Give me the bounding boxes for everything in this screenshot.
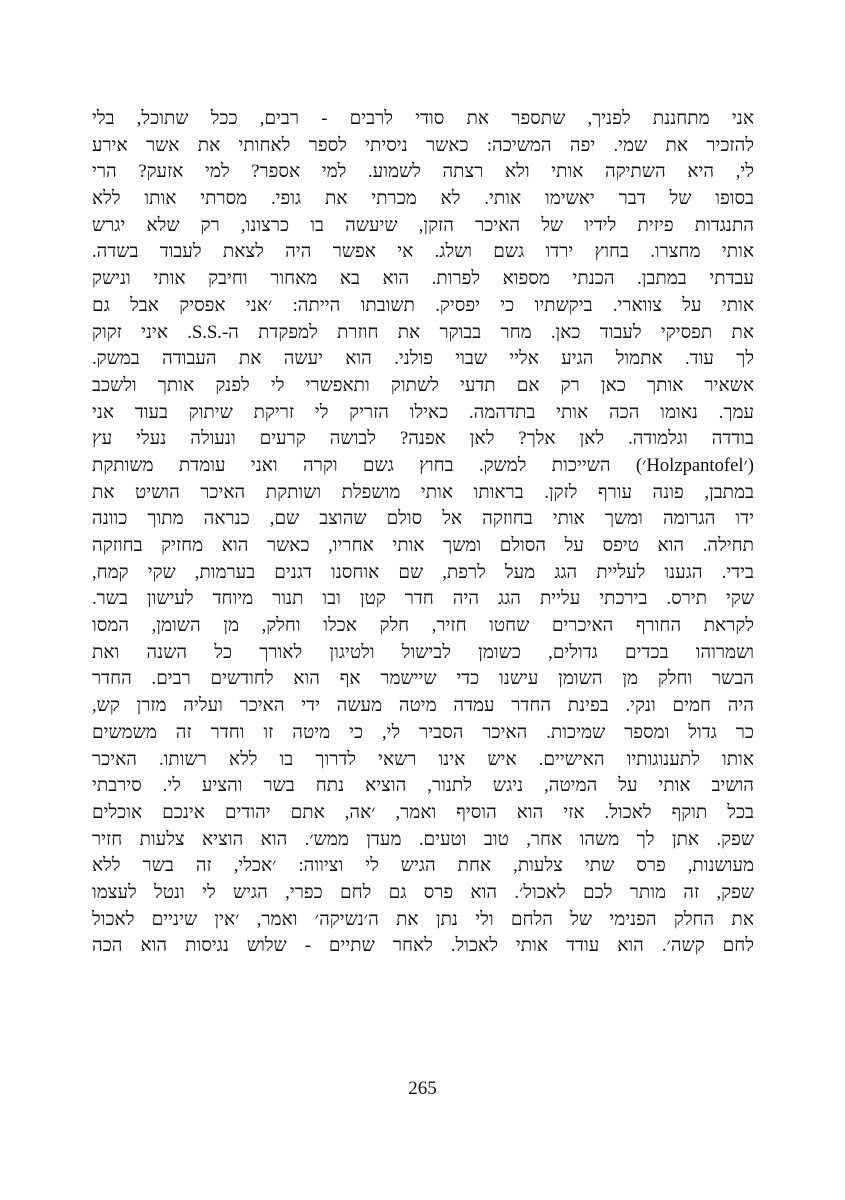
text-line: תחילה. הוא טיפס על הסולם ומשך אותי אחריו, כאשר הוא מחזיק בחוזקה bbox=[92, 535, 754, 556]
text-line: ידו הגרומה ומשך אותי בחוזקה אל סולם שהוצב שם, כנראה מתוך כוונה bbox=[92, 508, 754, 530]
text-line: אותו לתענוגותיו האישיים. איש אינו רשאי לדרוך בו ללא רשותו. האיכר bbox=[92, 748, 754, 770]
text-line: לחם קשה׳. הוא עודד אותי לאכול. לאחר שתיים - שלוש נגיסות הוא הכה bbox=[92, 935, 754, 957]
text-line: עמך. נאומו הכה אותי בתדהמה. כאילו הזריק לי זריקת שיתוק בעוד אני bbox=[92, 401, 754, 423]
text-line: בכל תוקף לאכול. אזי הוא הוסיף ואמר, ׳אה, אתם יהודים אינכם אוכלים bbox=[92, 801, 754, 823]
text-line: התנגדות פיזית לידיו של האיכר הזקן, שיעשה בו כרצונו, רק שלא יגרש bbox=[92, 214, 754, 236]
text-line: להזכיר את שמי. יפה המשיכה: כאשר ניסיתי לספר לאחותי את אשר אירע bbox=[92, 134, 754, 156]
text-line: (׳Holzpantofel׳) השייכות למשק. בחוץ גשם וקרה ואני עומדת משותקת bbox=[92, 454, 754, 476]
text-line: במתבן, פונה עורף לזקן. בראותו אותי מושפלת ושותקת האיכר הושיט את bbox=[92, 481, 754, 503]
text-line: שקי תירס. בירכתי עליית הגג היה חדר קטן ובו תנור מיוחד לעישון בשר. bbox=[92, 588, 754, 610]
text-line: הבשר וחלק מן השומן עישנו כדי שיישמר אף הוא לחודשים רבים. החדר bbox=[92, 668, 754, 690]
page-number: 265 bbox=[408, 1078, 437, 1099]
text-line: שפק. אתן לך משהו אחר, טוב וטעים. מעדן ממש׳. הוא הוציא צלעות חזיר bbox=[92, 828, 754, 850]
text-line: אני מתחננת לפניך, שתספר את סודי לרבים - רבים, ככל שתוכל, בלי bbox=[92, 108, 754, 129]
text-line: לקראת החורף האיכרים שחטו חזיר, חלק אכלו וחלק, מן השומן, המסו bbox=[92, 615, 754, 637]
text-line: אותי על צווארי. ביקשתיו כי יפסיק. תשובתו הייתה: ׳אני אפסיק אבל גם bbox=[92, 294, 754, 316]
text-line: הושיב אותי על המיטה, ניגש לתנור, הוציא נתח בשר והציע לי. סירבתי bbox=[92, 775, 754, 797]
text-line: כר גדול ומספר שמיכות. האיכר הסביר לי, כי מיטה זו וחדר זה משמשים bbox=[92, 721, 754, 743]
text-line: שפק, זה מותר לכם לאכול׳. הוא פרס גם לחם כפרי, הגיש לי ונטל לעצמו bbox=[92, 881, 754, 903]
text-line: אשאיר אותך כאן רק אם תדעי לשתוק ותאפשרי לי לפנק אותך ולשכב bbox=[92, 374, 754, 396]
text-line: לך עוד. אתמול הגיע אליי שבוי פולני. הוא יעשה את העבודה במשק. bbox=[92, 348, 754, 370]
text-line: אותי מחצרו. בחוץ ירדו גשם ושלג. אי אפשר היה לצאת לעבוד בשדה. bbox=[92, 241, 754, 263]
text-line: לי, היא השתיקה אותי ולא רצתה לשמוע. למי אספר? למי אזעק? הרי bbox=[92, 161, 754, 183]
text-line: מעושנות, פרס שתי צלעות, אחת הגיש לי וציווה: ׳אכלי, זה בשר ללא bbox=[92, 855, 754, 877]
text-line: ושמרוהו בכדים גדולים, כשומן לבישול ולטיגון לאורך כל השנה ואת bbox=[92, 641, 754, 663]
text-line: בידי. הגענו לעליית הגג מעל לרפת, שם אוחסנו דגנים בערמות, שקי קמח, bbox=[92, 561, 754, 583]
text-line: עבדתי במתבן. הכנתי מספוא לפרות. הוא בא מאחור וחיבק אותי ונישק bbox=[92, 268, 754, 290]
text-line: בודדה וגלמודה. לאן אלך? לאן אפנה? לבושה קרעים ונעולה נעלי עץ bbox=[92, 428, 754, 450]
body-text bbox=[92, 106, 754, 960]
text-line: את החלק הפנימי של הלחם ולי נתן את ה׳נשיקה׳ ואמר, ׳אין שיניים לאכול bbox=[92, 908, 754, 930]
text-line: היה חמים ונקי. בפינת החדר עמדה מיטה מעשה ידי האיכר ועליה מזרן קש, bbox=[92, 695, 754, 717]
text-line: את תפסיקי לעבוד כאן. מחר בבוקר את חוזרת למפקדת ה-.S.S. איני זקוק bbox=[92, 321, 754, 343]
text-line: בסופו של דבר יאשימו אותי. לא מכרתי את גופי. מסרתי אותו ללא bbox=[92, 188, 754, 210]
